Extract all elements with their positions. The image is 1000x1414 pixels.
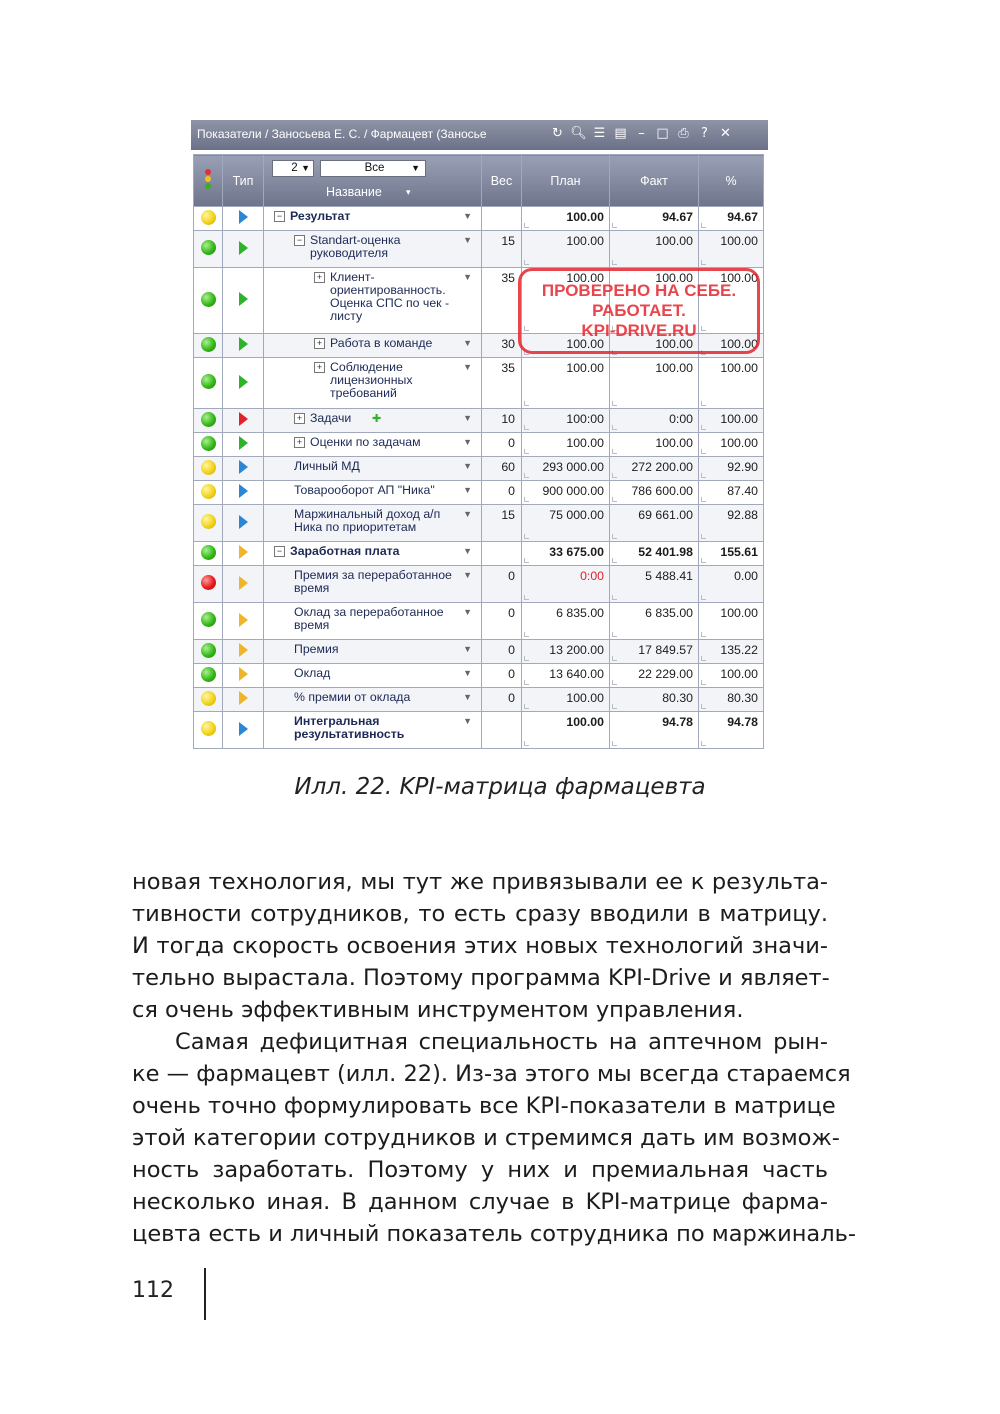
expand-icon[interactable]: + bbox=[314, 272, 325, 283]
level-value: 2 bbox=[291, 162, 298, 174]
table-row[interactable] bbox=[194, 664, 764, 688]
row-menu-chevron-icon[interactable]: ▼ bbox=[463, 644, 472, 654]
table-row[interactable] bbox=[194, 712, 764, 749]
text-line: И тогда скорость освоения этих новых технологий значи- bbox=[132, 933, 828, 959]
row-menu-chevron-icon[interactable]: ▼ bbox=[463, 211, 472, 221]
type-orange-arrow-icon bbox=[239, 576, 248, 590]
stamp-line-1: ПРОВЕРЕНО НА СЕБЕ. bbox=[541, 281, 737, 300]
plan-cell[interactable]: 900 000.00 bbox=[522, 481, 610, 505]
type-cell bbox=[223, 664, 264, 688]
plan-cell[interactable]: 100.00 bbox=[522, 207, 610, 231]
fact-cell[interactable]: 6 835.00 bbox=[610, 603, 699, 640]
status-cell bbox=[194, 688, 223, 712]
plan-cell[interactable]: 75 000.00 bbox=[522, 505, 610, 542]
type-cell bbox=[223, 640, 264, 664]
fact-cell[interactable]: 100.00 bbox=[610, 334, 699, 358]
percent-column-header[interactable]: % bbox=[699, 155, 764, 207]
weight-cell[interactable]: 15 bbox=[482, 505, 522, 542]
sort-dropdown-icon[interactable]: ▾ bbox=[406, 187, 411, 197]
status-green-icon bbox=[201, 412, 216, 427]
status-yellow-icon bbox=[201, 514, 216, 529]
text-line: ся очень эффективным инструментом управления. bbox=[132, 997, 744, 1023]
pct-cell[interactable]: 135.22 bbox=[699, 640, 764, 664]
row-menu-chevron-icon[interactable]: ▼ bbox=[463, 413, 472, 423]
name-cell[interactable] bbox=[264, 268, 482, 334]
page-number-rule bbox=[204, 1268, 206, 1320]
fact-cell[interactable]: 17 849.57 bbox=[610, 640, 699, 664]
plan-cell[interactable]: 100.00 bbox=[522, 712, 610, 749]
type-blue-arrow-icon bbox=[239, 210, 248, 224]
type-blue-arrow-icon bbox=[239, 484, 248, 498]
status-cell bbox=[194, 603, 223, 640]
status-column-header[interactable] bbox=[194, 155, 223, 207]
level-select[interactable] bbox=[272, 160, 314, 177]
name-cell[interactable] bbox=[264, 542, 482, 566]
type-cell bbox=[223, 231, 264, 268]
plan-cell[interactable]: 100.00 bbox=[522, 268, 610, 334]
name-cell[interactable] bbox=[264, 688, 482, 712]
table-row[interactable] bbox=[194, 457, 764, 481]
expand-icon[interactable]: + bbox=[314, 362, 325, 373]
status-green-icon bbox=[201, 643, 216, 658]
weight-cell[interactable]: 35 bbox=[482, 268, 522, 334]
chevron-down-icon: ▼ bbox=[411, 163, 420, 173]
type-orange-arrow-icon bbox=[239, 545, 248, 559]
table-row[interactable] bbox=[194, 358, 764, 409]
row-menu-chevron-icon[interactable]: ▼ bbox=[463, 338, 472, 348]
type-green-arrow-icon bbox=[239, 436, 248, 450]
table-row[interactable] bbox=[194, 505, 764, 542]
weight-cell[interactable]: 0 bbox=[482, 640, 522, 664]
fact-cell[interactable]: 786 600.00 bbox=[610, 481, 699, 505]
type-cell bbox=[223, 603, 264, 640]
row-menu-chevron-icon[interactable]: ▼ bbox=[463, 570, 472, 580]
weight-cell[interactable]: 35 bbox=[482, 358, 522, 409]
weight-cell[interactable]: 10 bbox=[482, 409, 522, 433]
type-cell bbox=[223, 688, 264, 712]
table-row[interactable] bbox=[194, 409, 764, 433]
type-cell bbox=[223, 207, 264, 231]
fact-column-header[interactable]: Факт bbox=[610, 155, 699, 207]
row-name: Оклад за переработанное время bbox=[294, 605, 444, 632]
row-name: Оценки по задачам bbox=[310, 435, 421, 449]
print-icon[interactable]: ⎙ bbox=[678, 126, 689, 141]
type-orange-arrow-icon bbox=[239, 643, 248, 657]
plan-cell[interactable]: 33 675.00 bbox=[522, 542, 610, 566]
filter-value: Все bbox=[364, 162, 385, 174]
filter-select[interactable] bbox=[320, 160, 426, 177]
weight-cell[interactable] bbox=[482, 542, 522, 566]
fact-cell[interactable]: 100.00 bbox=[610, 231, 699, 268]
plan-column-header[interactable]: План bbox=[522, 155, 610, 207]
row-menu-chevron-icon[interactable]: ▼ bbox=[463, 485, 472, 495]
status-yellow-icon bbox=[201, 691, 216, 706]
row-name: Клиент-ориентированность. Оценка СПС по чек - листу bbox=[330, 270, 450, 323]
type-orange-arrow-icon bbox=[239, 667, 248, 681]
type-blue-arrow-icon bbox=[239, 460, 248, 474]
row-menu-chevron-icon[interactable]: ▼ bbox=[463, 692, 472, 702]
row-menu-chevron-icon[interactable]: ▼ bbox=[463, 509, 472, 519]
weight-cell[interactable]: 15 bbox=[482, 231, 522, 268]
table-row[interactable] bbox=[194, 542, 764, 566]
name-cell[interactable] bbox=[264, 664, 482, 688]
name-cell[interactable] bbox=[264, 566, 482, 603]
chevron-down-icon: ▼ bbox=[301, 163, 310, 173]
type-cell bbox=[223, 505, 264, 542]
expand-icon[interactable]: + bbox=[294, 437, 305, 448]
pct-cell[interactable]: 87.40 bbox=[699, 481, 764, 505]
verified-stamp bbox=[518, 268, 760, 354]
name-cell[interactable] bbox=[264, 505, 482, 542]
pct-cell[interactable]: 100.00 bbox=[699, 334, 764, 358]
name-cell[interactable] bbox=[264, 334, 482, 358]
expand-icon[interactable]: + bbox=[294, 413, 305, 424]
plan-cell[interactable]: 100.00 bbox=[522, 231, 610, 268]
fact-cell[interactable]: 52 401.98 bbox=[610, 542, 699, 566]
type-cell bbox=[223, 481, 264, 505]
weight-cell[interactable]: 0 bbox=[482, 433, 522, 457]
weight-column-header[interactable]: Вес bbox=[482, 155, 522, 207]
plan-cell[interactable]: 100.00 bbox=[522, 688, 610, 712]
row-name: Standart-оценка руководителя bbox=[310, 233, 401, 260]
name-cell[interactable] bbox=[264, 640, 482, 664]
maximize-icon[interactable]: □ bbox=[656, 126, 669, 141]
row-menu-chevron-icon[interactable]: ▼ bbox=[463, 235, 472, 245]
row-name: Результат bbox=[290, 209, 351, 223]
pct-cell[interactable]: 92.88 bbox=[699, 505, 764, 542]
text-line: ность заработать. Поэтому у них и премиальная часть bbox=[132, 1157, 828, 1183]
status-green-icon bbox=[201, 292, 216, 307]
row-name: Маржинальный доход а/п Ника по приоритетам bbox=[294, 507, 441, 534]
table-row[interactable] bbox=[194, 566, 764, 603]
pct-cell[interactable]: 100.00 bbox=[699, 358, 764, 409]
name-cell[interactable] bbox=[264, 231, 482, 268]
table-row[interactable] bbox=[194, 603, 764, 640]
table-row[interactable] bbox=[194, 231, 764, 268]
text-line: очень точно формулировать все KPI-показатели в матрице bbox=[132, 1093, 836, 1119]
row-menu-chevron-icon[interactable]: ▼ bbox=[463, 546, 472, 556]
status-green-icon bbox=[201, 612, 216, 627]
pct-cell[interactable]: 80.30 bbox=[699, 688, 764, 712]
fact-cell[interactable]: 5 488.41 bbox=[610, 566, 699, 603]
pct-cell[interactable]: 100.00 bbox=[699, 409, 764, 433]
name-cell[interactable] bbox=[264, 207, 482, 231]
type-cell bbox=[223, 268, 264, 334]
name-column-header[interactable] bbox=[264, 155, 482, 207]
type-green-arrow-icon bbox=[239, 375, 248, 389]
status-red-icon bbox=[201, 575, 216, 590]
row-name: Личный МД bbox=[294, 459, 360, 473]
text-line: несколько иная. В данном случае в KPI-матрице фарма- bbox=[132, 1189, 828, 1215]
name-cell[interactable] bbox=[264, 433, 482, 457]
status-cell bbox=[194, 481, 223, 505]
table-row[interactable] bbox=[194, 688, 764, 712]
row-name: Товарооборот АП "Ника" bbox=[294, 483, 435, 497]
plan-cell[interactable]: 100.00 bbox=[522, 334, 610, 358]
name-cell[interactable] bbox=[264, 603, 482, 640]
pct-cell[interactable]: 100.00 bbox=[699, 603, 764, 640]
fact-cell[interactable]: 0:00 bbox=[610, 409, 699, 433]
type-orange-arrow-icon bbox=[239, 691, 248, 705]
stamp-line-3: KPI-DRIVE.RU bbox=[581, 321, 697, 340]
status-cell bbox=[194, 664, 223, 688]
plan-cell[interactable]: 6 835.00 bbox=[522, 603, 610, 640]
plan-cell[interactable]: 13 200.00 bbox=[522, 640, 610, 664]
status-cell bbox=[194, 640, 223, 664]
type-cell bbox=[223, 433, 264, 457]
table-row[interactable] bbox=[194, 481, 764, 505]
name-cell[interactable] bbox=[264, 409, 482, 433]
plan-cell[interactable]: 0:00 bbox=[522, 566, 610, 603]
header-row bbox=[194, 155, 764, 207]
pct-cell[interactable]: 100.00 bbox=[699, 268, 764, 334]
status-cell bbox=[194, 505, 223, 542]
status-cell bbox=[194, 542, 223, 566]
window-titlebar bbox=[191, 120, 768, 150]
status-yellow-icon bbox=[201, 210, 216, 225]
table-row[interactable] bbox=[194, 433, 764, 457]
row-name: % премии от оклада bbox=[294, 690, 411, 704]
pct-cell[interactable]: 100.00 bbox=[699, 231, 764, 268]
type-cell bbox=[223, 542, 264, 566]
add-task-icon[interactable]: ✚ bbox=[372, 413, 382, 425]
weight-cell[interactable] bbox=[482, 712, 522, 749]
pct-cell[interactable]: 92.90 bbox=[699, 457, 764, 481]
expand-icon[interactable]: + bbox=[314, 338, 325, 349]
weight-cell[interactable]: 0 bbox=[482, 688, 522, 712]
text-line: этой категории сотрудников и стремимся дать им возмож- bbox=[132, 1125, 840, 1151]
text-line: цевта есть и личный показатель сотрудника по маржиналь- bbox=[132, 1221, 856, 1247]
status-green-icon bbox=[201, 374, 216, 389]
weight-cell[interactable]: 0 bbox=[482, 603, 522, 640]
status-yellow-icon bbox=[201, 721, 216, 736]
collapse-icon[interactable]: − bbox=[274, 546, 285, 557]
type-green-arrow-icon bbox=[239, 337, 248, 351]
minimize-icon[interactable]: – bbox=[638, 126, 645, 141]
text-line: Самая дефицитная специальность на аптечном рын- bbox=[132, 1029, 828, 1055]
status-green-icon bbox=[201, 337, 216, 352]
row-name: Оклад bbox=[294, 666, 331, 680]
pct-cell[interactable]: 94.78 bbox=[699, 712, 764, 749]
type-blue-arrow-icon bbox=[239, 722, 248, 736]
status-green-icon bbox=[201, 240, 216, 255]
kpi-matrix-table bbox=[193, 154, 764, 749]
row-menu-chevron-icon[interactable]: ▼ bbox=[463, 716, 472, 726]
row-menu-chevron-icon[interactable]: ▼ bbox=[463, 607, 472, 617]
status-cell bbox=[194, 207, 223, 231]
plan-cell[interactable]: 100.00 bbox=[522, 433, 610, 457]
row-name: Задачи bbox=[310, 411, 352, 425]
pct-cell[interactable]: 155.61 bbox=[699, 542, 764, 566]
search-icon[interactable]: 🔍︎ bbox=[570, 126, 587, 141]
plan-cell[interactable]: 293 000.00 bbox=[522, 457, 610, 481]
type-cell bbox=[223, 409, 264, 433]
pct-cell[interactable]: 94.67 bbox=[699, 207, 764, 231]
status-green-icon bbox=[201, 436, 216, 451]
status-cell bbox=[194, 231, 223, 268]
row-menu-chevron-icon[interactable]: ▼ bbox=[463, 668, 472, 678]
table-row[interactable] bbox=[194, 207, 764, 231]
status-cell bbox=[194, 566, 223, 603]
fact-cell[interactable]: 80.30 bbox=[610, 688, 699, 712]
type-cell bbox=[223, 358, 264, 409]
status-cell bbox=[194, 457, 223, 481]
help-icon[interactable]: ? bbox=[701, 126, 708, 141]
status-yellow-icon bbox=[201, 484, 216, 499]
status-cell bbox=[194, 433, 223, 457]
fact-cell[interactable]: 100.00 bbox=[610, 433, 699, 457]
status-yellow-icon bbox=[201, 460, 216, 475]
type-column-header[interactable]: Тип bbox=[223, 155, 264, 207]
pct-cell[interactable]: 0.00 bbox=[699, 566, 764, 603]
type-cell bbox=[223, 712, 264, 749]
row-menu-chevron-icon[interactable]: ▼ bbox=[463, 272, 472, 282]
status-cell bbox=[194, 409, 223, 433]
type-green-arrow-icon bbox=[239, 292, 248, 306]
text-line: тельно вырастала. Поэтому программа KPI-Drive и являет- bbox=[132, 965, 830, 991]
fact-cell[interactable]: 272 200.00 bbox=[610, 457, 699, 481]
weight-cell[interactable]: 0 bbox=[482, 664, 522, 688]
type-blue-arrow-icon bbox=[239, 515, 248, 529]
refresh-icon[interactable]: ↻ bbox=[552, 126, 563, 141]
name-cell[interactable] bbox=[264, 481, 482, 505]
row-name: Премия за переработанное время bbox=[294, 568, 452, 595]
status-green-icon bbox=[201, 545, 216, 560]
fact-cell[interactable]: 94.78 bbox=[610, 712, 699, 749]
stamp-line-2: РАБОТАЕТ. bbox=[592, 301, 686, 320]
type-cell bbox=[223, 566, 264, 603]
pct-cell[interactable]: 100.00 bbox=[699, 433, 764, 457]
name-cell[interactable] bbox=[264, 712, 482, 749]
row-name: Работа в команде bbox=[330, 336, 433, 350]
fact-cell[interactable]: 100.00 bbox=[610, 268, 699, 334]
list-icon[interactable]: ☰ bbox=[593, 126, 606, 141]
table-row[interactable] bbox=[194, 640, 764, 664]
fact-cell[interactable]: 94.67 bbox=[610, 207, 699, 231]
status-green-icon bbox=[201, 667, 216, 682]
weight-cell[interactable]: 0 bbox=[482, 566, 522, 603]
fact-cell[interactable]: 69 661.00 bbox=[610, 505, 699, 542]
fact-cell[interactable]: 22 229.00 bbox=[610, 664, 699, 688]
row-menu-chevron-icon[interactable]: ▼ bbox=[463, 362, 472, 372]
type-red-arrow-icon bbox=[239, 412, 248, 426]
window-title: Показатели / Заносьева Е. С. / Фармацевт (Заносье bbox=[197, 127, 487, 141]
weight-cell[interactable] bbox=[482, 207, 522, 231]
name-cell[interactable] bbox=[264, 457, 482, 481]
text-line: ке — фармацевт (илл. 22). Из-за этого мы всегда стараемся bbox=[132, 1061, 851, 1087]
row-name: Интегральная результативность bbox=[294, 714, 405, 741]
text-line: тивности сотрудников, то есть сразу вводили в матрицу. bbox=[132, 901, 828, 927]
traffic-light-icon bbox=[205, 168, 211, 190]
status-cell bbox=[194, 712, 223, 749]
plan-cell[interactable]: 100:00 bbox=[522, 409, 610, 433]
name-cell[interactable] bbox=[264, 358, 482, 409]
status-cell bbox=[194, 268, 223, 334]
type-green-arrow-icon bbox=[239, 241, 248, 255]
collapse-icon[interactable]: − bbox=[294, 235, 305, 246]
row-name: Заработная плата bbox=[290, 544, 400, 558]
page-number: 112 bbox=[132, 1278, 174, 1303]
row-name: Соблюдение лицензионных требований bbox=[330, 360, 413, 400]
type-cell bbox=[223, 334, 264, 358]
pct-cell[interactable]: 100.00 bbox=[699, 664, 764, 688]
plan-cell[interactable]: 100.00 bbox=[522, 358, 610, 409]
body-text bbox=[132, 866, 856, 1250]
name-header-label: Название bbox=[326, 185, 382, 199]
text-line: новая технология, мы тут же привязывали ее к результа- bbox=[132, 869, 828, 895]
figure-caption: Илл. 22. KPI-матрица фармацевта bbox=[294, 774, 706, 800]
status-cell bbox=[194, 334, 223, 358]
weight-cell[interactable]: 60 bbox=[482, 457, 522, 481]
row-menu-chevron-icon[interactable]: ▼ bbox=[463, 461, 472, 471]
plan-cell[interactable]: 13 640.00 bbox=[522, 664, 610, 688]
kpi-window bbox=[191, 120, 768, 750]
type-cell bbox=[223, 457, 264, 481]
weight-cell[interactable]: 30 bbox=[482, 334, 522, 358]
row-menu-chevron-icon[interactable]: ▼ bbox=[463, 437, 472, 447]
type-orange-arrow-icon bbox=[239, 613, 248, 627]
row-name: Премия bbox=[294, 642, 339, 656]
export-icon[interactable]: ▤ bbox=[614, 126, 627, 141]
collapse-icon[interactable]: − bbox=[274, 211, 285, 222]
status-cell bbox=[194, 358, 223, 409]
fact-cell[interactable]: 100.00 bbox=[610, 358, 699, 409]
weight-cell[interactable]: 0 bbox=[482, 481, 522, 505]
close-icon[interactable]: ✕ bbox=[720, 126, 731, 141]
window-toolbar bbox=[549, 125, 734, 145]
